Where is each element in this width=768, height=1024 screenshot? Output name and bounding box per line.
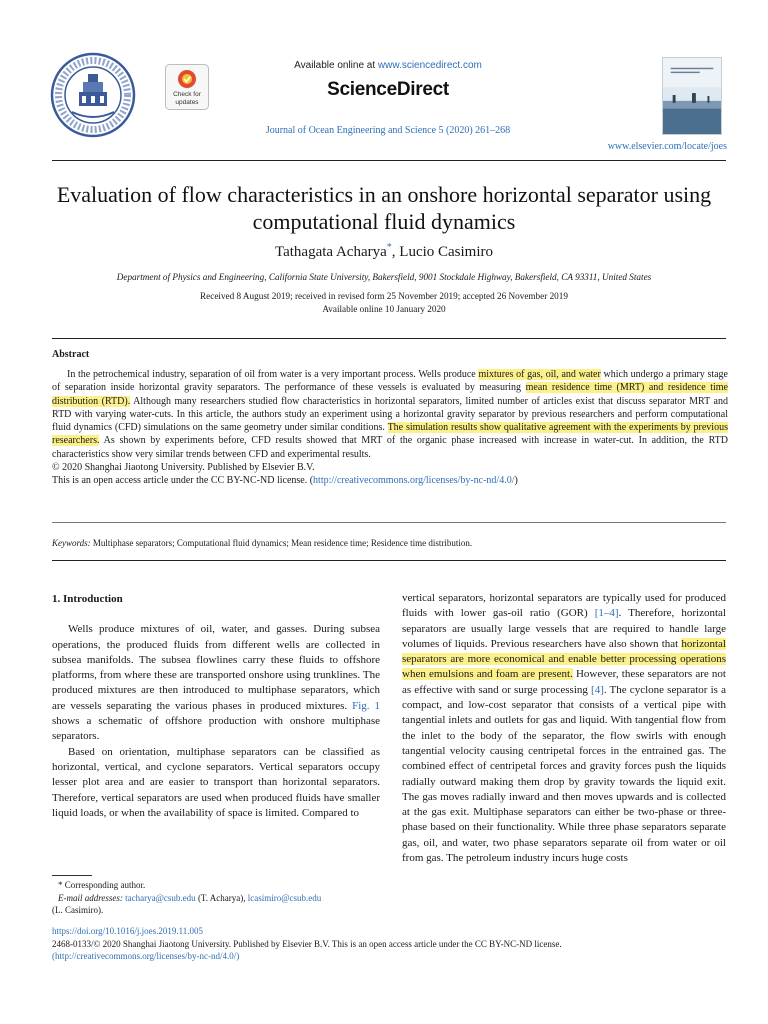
check-updates-line2: updates <box>175 99 199 106</box>
footnote-mark: * <box>58 880 63 890</box>
title-line-1: Evaluation of flow characteristics in an onshore horizontal separator using <box>56 182 712 207</box>
right-text-4: . The cyclone separator is a compact, and low-cost separator that consists of a vertical pipe with tangential inlets and outlets for gas and liquid. With tangential flow from the inlet to the body of the separator, the flow swirls with enough tangential velocity causing centripetal forces in the entrained gas. The combined effect of centripetal forces and gravity forces push the liquids radially outward making them drop by gravity towards the liquid exit. The gas moves radially inward and then moves upwards and is collected at the gas exit. Multiphase separators can either be two-phase or three-phase based on their functionality. While three phase separators separate gas, oil, and water, two phase separators separate oil from water or oil from gas. The petroleum industry incurs huge costs <box>402 683 726 865</box>
license-prefix: This is an open access article under the CC BY-NC-ND license. ( <box>52 475 314 487</box>
intro-p1-text: Wells produce mixtures of oil, water, and gasses. During subsea operations, the produced fluids from different wells are collected in subsea manifolds. The subsea flowlines carry these fluids to offshore platforms, from where these are transported onshore using trunklines. The produced mixtures are then introduced to multiphase separators, which are vessels separating the various phases in produced mixtures. <box>52 623 380 712</box>
journal-citation-link[interactable]: Journal of Ocean Engineering and Science 5 (2020) 261–268 <box>265 125 511 136</box>
keywords-label: Keywords: <box>52 538 91 548</box>
doi-link[interactable]: https://doi.org/10.1016/j.joes.2019.11.005 <box>52 926 204 936</box>
citation-link-1-4[interactable]: [1–4] <box>594 607 619 620</box>
issn-copyright: 2468-0133/© 2020 Shanghai Jiaotong University. Published by Elsevier B.V. This is an open access article under the CC BY-NC-ND license. <box>52 938 562 949</box>
article-dates <box>40 290 728 316</box>
author-separator: , <box>391 244 400 260</box>
abstract-text-3: Although many researchers studied flow characteristics in horizontal separators, limited number of articles exist that discuss separator MRT and RTD with varying water-cuts. In this article, the authors study an experiment using a horizontal gravity separator by previous researchers and perform computational fluid dynamics (CFD) simulations on the same geometry under similar conditions. <box>52 395 728 434</box>
author-list <box>40 242 728 261</box>
elsevier-journal-link[interactable]: www.elsevier.com/locate/joes <box>607 141 727 152</box>
footnote-divider <box>52 875 92 876</box>
keywords-line <box>52 538 472 548</box>
author-acharya: Tathagata Acharya <box>274 244 387 260</box>
intro-p1-end: shows a schematic of offshore production with onshore multiphase separators. <box>52 715 380 743</box>
available-prefix: Available online at <box>294 60 378 71</box>
corresponding-author-text: Corresponding author. <box>62 880 146 890</box>
article-title <box>40 181 728 235</box>
abstract-paragraph <box>52 368 728 461</box>
keywords-bottom-divider <box>52 560 726 561</box>
right-text-1: vertical separators, horizontal separators are typically used for produced fluids with lower gas-oil ratio (GOR) <box>402 592 726 620</box>
left-column <box>52 592 380 821</box>
abstract-copyright: © 2020 Shanghai Jiaotong University. Published by Elsevier B.V. <box>52 462 315 474</box>
keywords-top-divider <box>52 522 726 523</box>
email-label: E-mail addresses: <box>58 892 123 903</box>
email-acharya-link[interactable]: tacharya@csub.edu <box>125 892 196 903</box>
abstract-text-1: In the petrochemical industry, separation of oil from water is a very important process. Wells produce <box>67 369 479 380</box>
sciencedirect-brand: ScienceDirect <box>327 79 449 100</box>
corresponding-author-note <box>52 879 380 892</box>
article-bottom-info <box>52 925 728 963</box>
abstract-text-2: which undergo a primary stage of separation inside horizontal gravity separators. The performance of these vessels is evaluated by measuring <box>52 369 728 394</box>
abstract-highlight-3: The simulation results show qualitative agreement with the experiments by previous researchers. <box>52 422 728 447</box>
right-text-3: However, these separators are not as effective with sand or surge processing <box>402 668 726 696</box>
received-dates: Received 8 August 2019; received in revised form 25 November 2019; accepted 26 November 2019 <box>200 291 568 301</box>
footnote <box>52 879 380 917</box>
abstract-highlight-2: mean residence time (MRT) and residence time distribution (RTD). <box>52 382 728 407</box>
email-line <box>52 892 380 905</box>
abstract-text-4: As shown by experiments before, CFD results showed that MRT of the organic phase increased with increase in water-cut. In addition, the RTD characteristics show very similar trends between CFD and experimental results. <box>52 435 728 460</box>
university-seal-logo <box>50 52 136 138</box>
abstract-heading: Abstract <box>52 349 90 360</box>
right-column-paragraph <box>402 591 726 866</box>
author-casimiro: Lucio Casimiro <box>399 244 494 260</box>
citation-link-4[interactable]: [4] <box>591 683 604 696</box>
bottom-license-link[interactable]: (http://creativecommons.org/licenses/by-nc-nd/4.0/) <box>52 951 240 961</box>
corresponding-author-mark[interactable]: * <box>386 242 392 253</box>
title-line-2: computational fluid dynamics <box>252 209 516 234</box>
publisher-header <box>230 60 546 136</box>
intro-paragraph-1 <box>52 622 380 744</box>
license-link[interactable]: http://creativecommons.org/licenses/by-nc-nd/4.0/ <box>313 475 515 487</box>
abstract-body <box>52 368 728 488</box>
author-affiliation: Department of Physics and Engineering, California State University, Bakersfield, 9001 Stockdale Highway, Bakersfield, CA 93311, United States <box>116 272 652 282</box>
right-highlight-1: horizontal separators are more economical and enable better processing operations when emulsions and foam are present. <box>402 637 726 681</box>
check-updates-line1: Check for <box>173 91 201 98</box>
email-casimiro-link[interactable]: lcasimiro@csub.edu <box>247 892 322 903</box>
available-online-date: Available online 10 January 2020 <box>322 304 446 314</box>
figure-1-link[interactable]: Fig. 1 <box>352 699 380 712</box>
license-suffix: ) <box>514 475 518 487</box>
check-for-updates-badge[interactable] <box>165 64 209 110</box>
right-text-2: . Therefore, horizontal separators are usually large vessels that are required to handle large volumes of liquids. Previous researchers have also shown that <box>402 607 726 650</box>
sciencedirect-link[interactable]: www.sciencedirect.com <box>377 60 482 71</box>
email-casimiro-name: (L. Casimiro). <box>52 905 104 915</box>
abstract-highlight-1: mixtures of gas, oil, and water <box>478 369 601 380</box>
abstract-license <box>52 474 728 487</box>
available-online-line <box>230 60 546 71</box>
intro-paragraph-2: Based on orientation, multiphase separators can be classified as horizontal, vertical, and cyclone separators. Vertical separators occupy lesser plot area and are easier to transport than horizontal separators. Therefore, vertical separators are used when produced fluids have smaller liquid loads, or when the availability of space is limited. Compared to <box>52 745 380 819</box>
check-for-updates-icon <box>165 64 209 110</box>
section-heading-introduction: 1. Introduction <box>52 593 123 605</box>
email-acharya-name: (T. Acharya), <box>195 892 248 903</box>
keywords-text: Multiphase separators; Computational fluid dynamics; Mean residence time; Residence time distribution. <box>90 538 473 548</box>
abstract-top-divider <box>52 338 726 339</box>
right-column <box>402 591 726 866</box>
journal-cover-image <box>662 57 722 135</box>
header-divider <box>52 160 726 161</box>
